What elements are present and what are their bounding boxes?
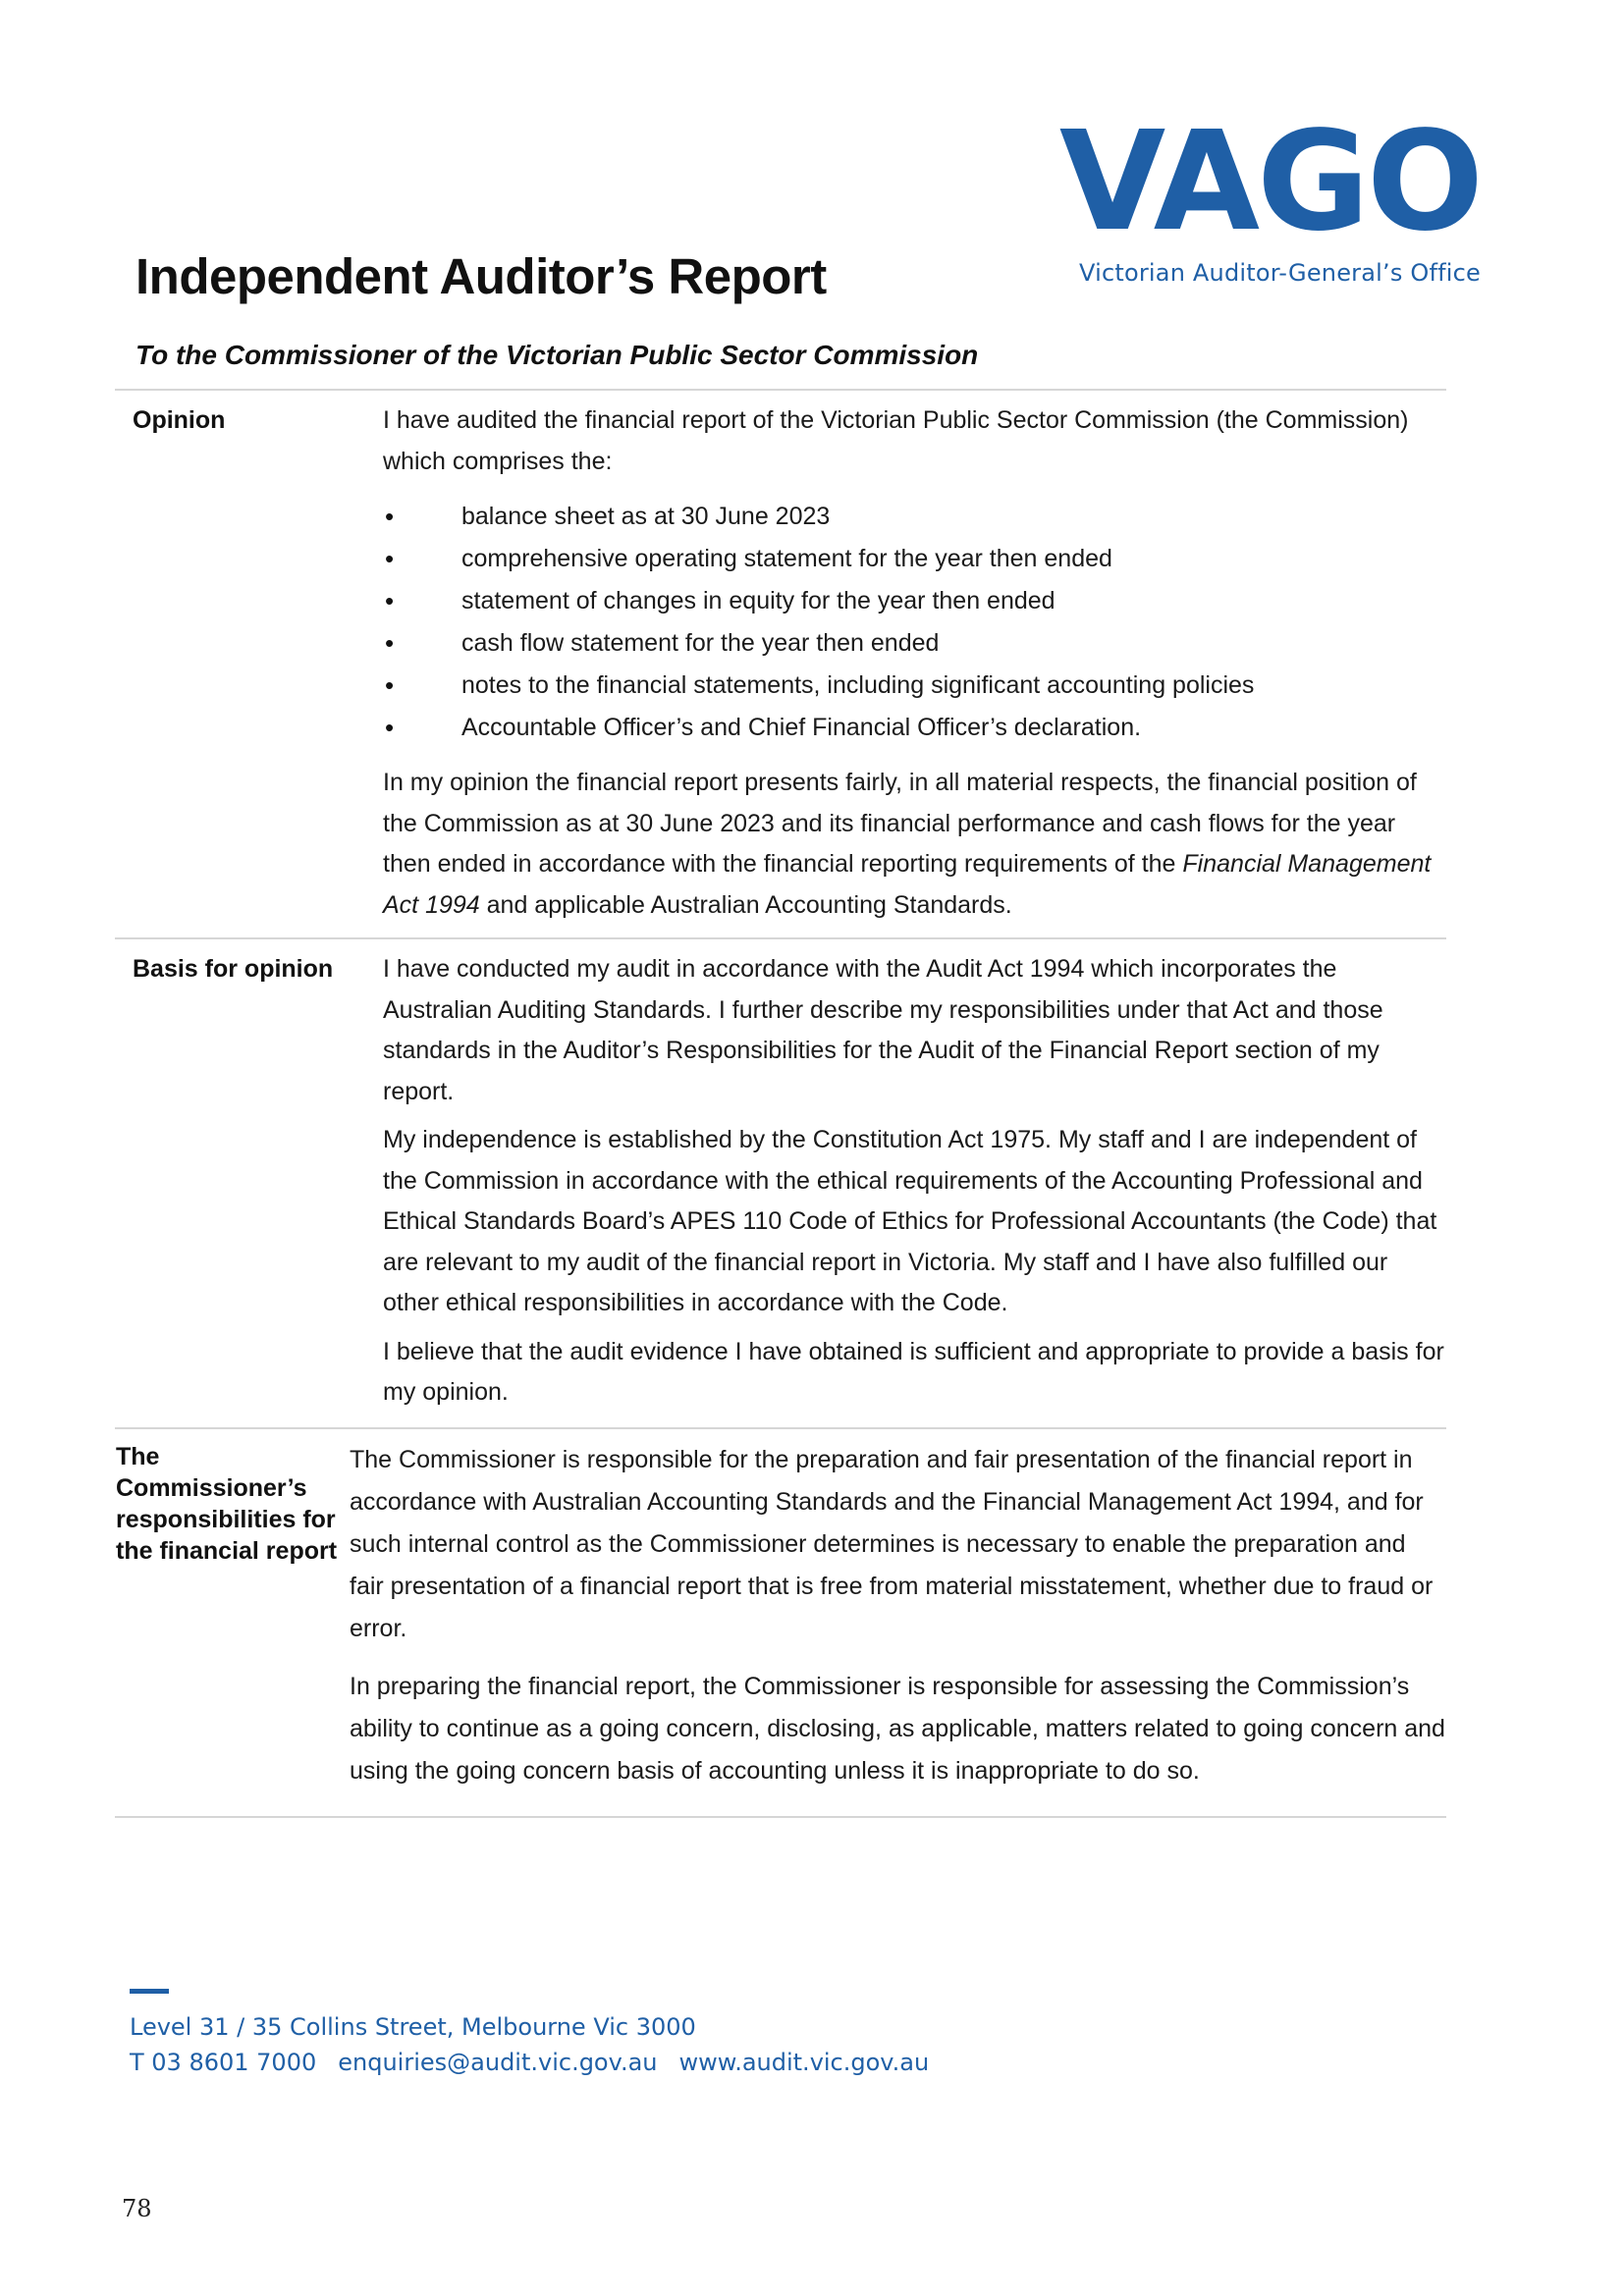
heading-line: responsibilities for — [116, 1505, 336, 1533]
basis-paragraph: My independence is established by the Constitution Act 1975. My staff and I are independent of the Commission in accordance with the ethical requirements of the Accounting Professional and Ethical Standards Board’s APES 110 Code of Ethics for Professional Accountants (the Code) that are relevant to my audit of the financial report in Victoria. My staff and I have also fulfilled our other ethical responsibilities in accordance with the Code. — [383, 1126, 1437, 1316]
list-item: • Accountable Officer’s and Chief Financial Officer’s declaration. — [383, 707, 1446, 749]
vago-logo — [1053, 102, 1481, 287]
footer-phone: T 03 8601 7000 — [130, 2049, 317, 2076]
opinion-bullet-list — [383, 496, 1446, 749]
responsibilities-paragraph: The Commissioner is responsible for the preparation and fair presentation of the financial report in accordance with Australian Accounting Standards and the Financial Management Act 1994, and for such internal control as the Commissioner determines is necessary to enable the preparation and fair presentation of a financial report that is free from material misstatement, whether due to fraud or error. — [350, 1445, 1434, 1642]
section-heading-basis: Basis for opinion — [133, 955, 334, 983]
opinion-conclusion-end: and applicable Australian Accounting Standards. — [479, 890, 1012, 919]
footer-email-link[interactable]: enquiries@audit.vic.gov.au — [338, 2049, 658, 2076]
logo-office-name: Victorian Auditor-General’s Office — [1079, 259, 1481, 287]
logo-wordmark: VAGO — [1058, 102, 1481, 262]
heading-line: Commissioner’s — [116, 1473, 307, 1502]
page-title: Independent Auditor’s Report — [135, 248, 827, 304]
list-item: • notes to the financial statements, including significant accounting policies — [383, 665, 1446, 707]
report-table — [115, 389, 1446, 1818]
section-body-opinion — [383, 391, 1446, 937]
section-heading-responsibilities — [115, 1429, 350, 1816]
section-basis-for-opinion — [115, 937, 1446, 1427]
footer-contact — [130, 1989, 929, 2080]
list-item: • balance sheet as at 30 June 2023 — [383, 496, 1446, 538]
heading-line: the financial report — [116, 1536, 338, 1565]
list-item: • cash flow statement for the year then ended — [383, 622, 1446, 665]
responsibilities-paragraph: In preparing the financial report, the Commissioner is responsible for assessing the Commission’s ability to continue as a going concern, disclosing, as applicable, matters related to going concern and using the going concern basis of accounting unless it is inappropriate to do so. — [350, 1672, 1445, 1785]
page-number: 78 — [122, 2195, 152, 2222]
report-addressee: To the Commissioner of the Victorian Public Sector Commission — [135, 340, 979, 370]
opinion-conclusion-act: Financial Management Act 1994 — [383, 850, 1432, 919]
footer-website-link[interactable]: www.audit.vic.gov.au — [678, 2049, 930, 2076]
basis-paragraph: I have conducted my audit in accordance with the Audit Act 1994 which incorporates the Australian Auditing Standards. I further describe my responsibilities under that Act and those standards in the Auditor’s Responsibilities for the Audit of the Financial Report section of my report. — [383, 955, 1383, 1105]
basis-paragraph: I believe that the audit evidence I have obtained is sufficient and appropriate to provide a basis for my opinion. — [383, 1337, 1444, 1406]
opinion-conclusion-start: In my opinion the financial report presents fairly, in all material respects, the financial position of the Commission as at 30 June 2023 and its financial performance and cash flows for the year then ended in accordance with the financial reporting requirements of the — [383, 769, 1417, 878]
footer-contact-line — [130, 2045, 929, 2080]
list-item: • comprehensive operating statement for the year then ended — [383, 538, 1446, 580]
heading-line: The — [116, 1442, 160, 1470]
section-opinion — [115, 389, 1446, 937]
footer-accent-dash — [130, 1989, 169, 1994]
list-item: • statement of changes in equity for the year then ended — [383, 580, 1446, 622]
opinion-intro: I have audited the financial report of the Victorian Public Sector Commission (the Commission) which comprises the: — [383, 406, 1409, 475]
section-body-responsibilities — [350, 1429, 1446, 1816]
section-body-basis — [383, 939, 1446, 1427]
section-commissioner-responsibilities — [115, 1427, 1446, 1818]
section-heading-opinion: Opinion — [133, 406, 226, 434]
footer-address: Level 31 / 35 Collins Street, Melbourne Vic 3000 — [130, 2013, 696, 2041]
opinion-conclusion — [383, 763, 1446, 926]
